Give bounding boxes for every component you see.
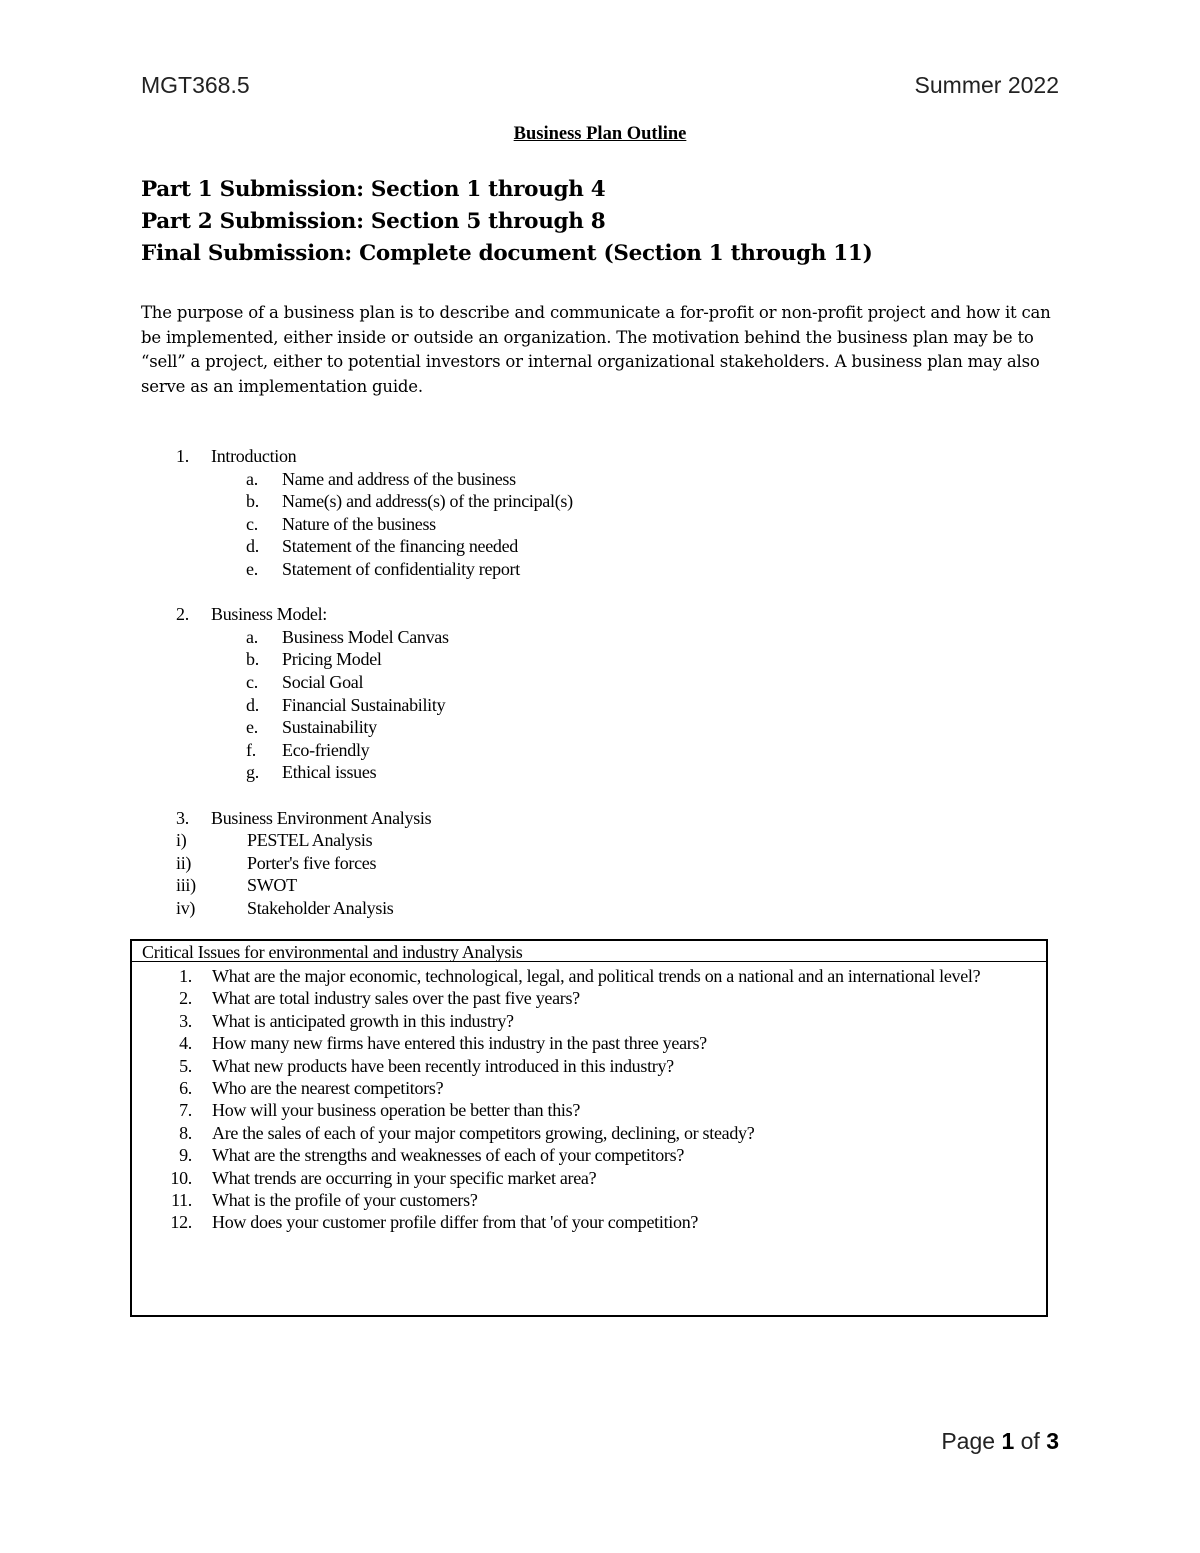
list-item: a. Business Model Canvas bbox=[246, 626, 449, 647]
current-page-number: 1 bbox=[1001, 1428, 1015, 1454]
list-item: d. Financial Sustainability bbox=[246, 694, 446, 715]
list-item: 3. What is anticipated growth in this industry? bbox=[179, 1010, 514, 1031]
part-2-submission: Part 2 Submission: Section 5 through 8 bbox=[141, 209, 606, 234]
section-number: 2. bbox=[176, 604, 189, 625]
submission-parts bbox=[141, 174, 872, 270]
list-item: i) PESTEL Analysis bbox=[176, 830, 373, 851]
section-title: Introduction bbox=[211, 446, 297, 466]
list-item: ii) Porter's five forces bbox=[176, 852, 377, 873]
section-business-environment bbox=[141, 807, 1041, 920]
header-term: Summer 2022 bbox=[914, 72, 1059, 98]
section-number: 1. bbox=[176, 446, 189, 466]
critical-issues-box bbox=[130, 939, 1048, 1317]
list-item: b. Name(s) and address(s) of the principal(s) bbox=[246, 491, 573, 512]
header-course: MGT368.5 bbox=[141, 72, 250, 98]
section-business-model bbox=[141, 603, 1041, 784]
list-item: 12. How does your customer profile differ from that 'of your competition? bbox=[170, 1212, 699, 1233]
section-title: Business Environment Analysis bbox=[211, 807, 432, 828]
list-item: 1. What are the major economic, technological, legal, and political trends on a national and an international level? bbox=[179, 966, 981, 986]
of-word: of bbox=[1020, 1428, 1040, 1454]
list-item: f. Eco-friendly bbox=[246, 739, 370, 760]
page-footer bbox=[941, 1428, 1059, 1455]
document-title: Business Plan Outline bbox=[513, 124, 687, 144]
list-item: d. Statement of the financing needed bbox=[246, 536, 519, 557]
section-introduction bbox=[141, 445, 1041, 581]
total-page-count: 3 bbox=[1046, 1428, 1059, 1454]
list-item: 10. What trends are occurring in your specific market area? bbox=[170, 1167, 597, 1188]
list-item: 8. Are the sales of each of your major competitors growing, declining, or steady? bbox=[179, 1122, 755, 1143]
critical-issues-title: Critical Issues for environmental and industry Analysis bbox=[132, 941, 1046, 962]
page-word: Page bbox=[941, 1428, 996, 1454]
list-item: e. Statement of confidentiality report bbox=[246, 558, 520, 579]
list-item: e. Sustainability bbox=[246, 717, 377, 738]
list-item: a. Name and address of the business bbox=[246, 468, 516, 489]
section-number: 3. bbox=[176, 807, 189, 828]
list-item: 7. How will your business operation be better than this? bbox=[179, 1100, 581, 1121]
list-item: 6. Who are the nearest competitors? bbox=[179, 1078, 444, 1099]
list-item: iii) SWOT bbox=[176, 875, 297, 896]
list-item: 11. What is the profile of your customers? bbox=[171, 1190, 478, 1211]
list-item: iv) Stakeholder Analysis bbox=[176, 897, 394, 918]
list-item: g. Ethical issues bbox=[246, 762, 377, 783]
list-item: 9. What are the strengths and weaknesses of each of your competitors? bbox=[179, 1145, 685, 1166]
list-item: 5. What new products have been recently introduced in this industry? bbox=[179, 1055, 674, 1076]
part-1-submission: Part 1 Submission: Section 1 through 4 bbox=[141, 177, 606, 202]
intro-paragraph: The purpose of a business plan is to describe and communicate a for-profit or non-profit project and how it can be implemented, either inside or outside an organization. The motivation behind the business plan may be to “sell” a project, either to potential investors or internal organizational stakeholders. A business plan may also serve as an implementation guide. bbox=[141, 303, 1051, 396]
list-item: c. Nature of the business bbox=[246, 513, 436, 534]
list-item: 2. What are total industry sales over the past five years? bbox=[179, 988, 580, 1009]
list-item: 4. How many new firms have entered this industry in the past three years? bbox=[179, 1033, 707, 1054]
outline-sections bbox=[141, 445, 1041, 942]
critical-issues-list bbox=[132, 965, 1046, 1234]
final-submission: Final Submission: Complete document (Section 1 through 11) bbox=[141, 241, 873, 266]
section-title: Business Model: bbox=[211, 604, 328, 625]
list-item: c. Social Goal bbox=[246, 671, 364, 692]
list-item: b. Pricing Model bbox=[246, 649, 382, 670]
